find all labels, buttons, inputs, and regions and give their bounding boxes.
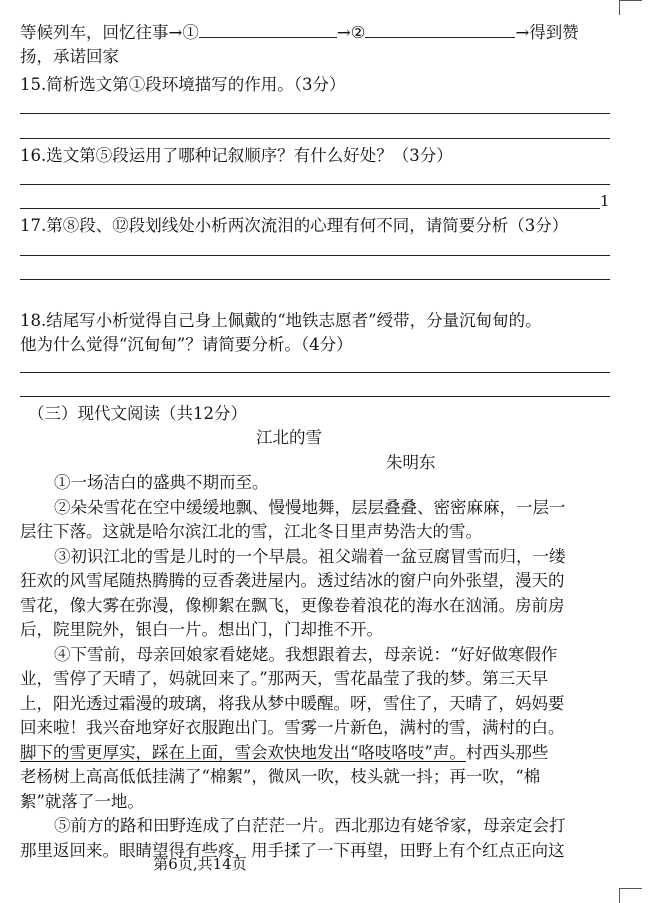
question-18-line-1: 18.结尾写小析觉得自己身上佩戴的“地铁志愿者”绶带，分量沉甸甸的。 <box>20 311 542 330</box>
paragraph-2-line: 层往下落。这就是哈尔滨江北的雪，江北冬日里声势浩大的雪。 <box>20 522 482 541</box>
article-author: 朱明东 <box>386 453 436 472</box>
question-17: 17.第⑧段、⑫段划线处小析两次流泪的心理有何不同，请简要分析（3分） <box>20 216 569 235</box>
answer-line[interactable] <box>20 184 610 185</box>
corner-mark-top <box>619 0 642 15</box>
corner-mark-bottom <box>619 888 642 903</box>
answer-flow-line: 等候列车，回忆往事→① →② →得到赞 <box>20 23 579 42</box>
paragraph-5-line: ⑤前方的路和田野连成了白茫茫一片。西北那边有姥爷家，母亲定会打 <box>54 816 566 835</box>
answer-line[interactable] <box>20 208 600 209</box>
answer-line[interactable] <box>20 396 610 397</box>
section-heading: （三）现代文阅读（共12分） <box>28 404 247 423</box>
paragraph-5-line: 那里返回来。眼睛望得有些疼，用手揉了一下再望，田野上有个红点正向这 <box>20 841 565 860</box>
paragraph-4-line: 业，雪停了天晴了，妈就回来了。”那两天，雪花晶莹了我的梦。第三天早 <box>20 669 549 688</box>
article-title: 江北的雪 <box>256 428 322 447</box>
underlined-sentence: 脚下的雪更厚实，踩在上面，雪会欢快地发出“咯吱咯吱”声。 <box>20 743 466 762</box>
blank-2[interactable] <box>365 23 515 38</box>
paragraph-3-line: 狂欢的风雪尾随热腾腾的豆香袭进屋内。透过结冰的窗户向外张望，漫天的 <box>20 571 565 590</box>
answer-line[interactable] <box>20 372 610 373</box>
paragraph-2-line: ②朵朵雪花在空中缓缓地飘、慢慢地舞，层层叠叠、密密麻麻，一层一 <box>54 498 566 517</box>
paragraph-4-line: 絮”就落了一地。 <box>20 792 144 811</box>
answer-line[interactable] <box>20 279 610 280</box>
page-number: 第6页,共14页 <box>153 855 247 873</box>
paragraph-4-line: ④下雪前，母亲回娘家看姥姥。我想跟着去，母亲说：“好好做寒假作 <box>54 645 558 664</box>
answer-line[interactable] <box>20 255 610 256</box>
side-number: 1 <box>600 192 610 210</box>
paragraph-3-line: 后，院里院外，银白一片。想出门，门却推不开。 <box>20 620 383 639</box>
question-15: 15.简析选文第①段环境描写的作用。（3分） <box>20 75 346 94</box>
paragraph-4-line: 脚下的雪更厚实，踩在上面，雪会欢快地发出“咯吱咯吱”声。村西头那些 <box>20 743 549 762</box>
blank-1[interactable] <box>199 23 337 38</box>
paragraph-3-line: ③初识江北的雪是儿时的一个早晨。祖父端着一盆豆腐冒雪而归，一缕 <box>54 547 566 566</box>
paragraph-4-line: 回来啦！我兴奋地穿好衣服跑出门。雪雾一片新色，满村的雪，满村的白。 <box>20 718 565 737</box>
paragraph-4-line: 上，阳光透过霜漫的玻璃，将我从梦中暖醒。呀，雪住了，天晴了，妈妈要 <box>20 694 565 713</box>
answer-line[interactable] <box>20 138 610 139</box>
paragraph-1: ①一场洁白的盛典不期而至。 <box>54 473 269 492</box>
question-16: 16.选文第⑤段运用了哪种记叙顺序？有什么好处？（3分） <box>20 146 453 165</box>
question-18-line-2: 他为什么觉得“沉甸甸”？请简要分析。（4分） <box>20 335 353 354</box>
paragraph-3-line: 雪花，像大雾在弥漫，像柳絮在飘飞，更像卷着浪花的海水在汹涌。房前房 <box>20 596 565 615</box>
paragraph-4-line: 老杨树上高高低低挂满了“棉絮”，微风一吹，枝头就一抖；再一吹，“棉 <box>20 767 541 786</box>
answer-line[interactable] <box>20 113 610 114</box>
answer-flow-line-2: 扬，承诺回家 <box>20 47 119 66</box>
